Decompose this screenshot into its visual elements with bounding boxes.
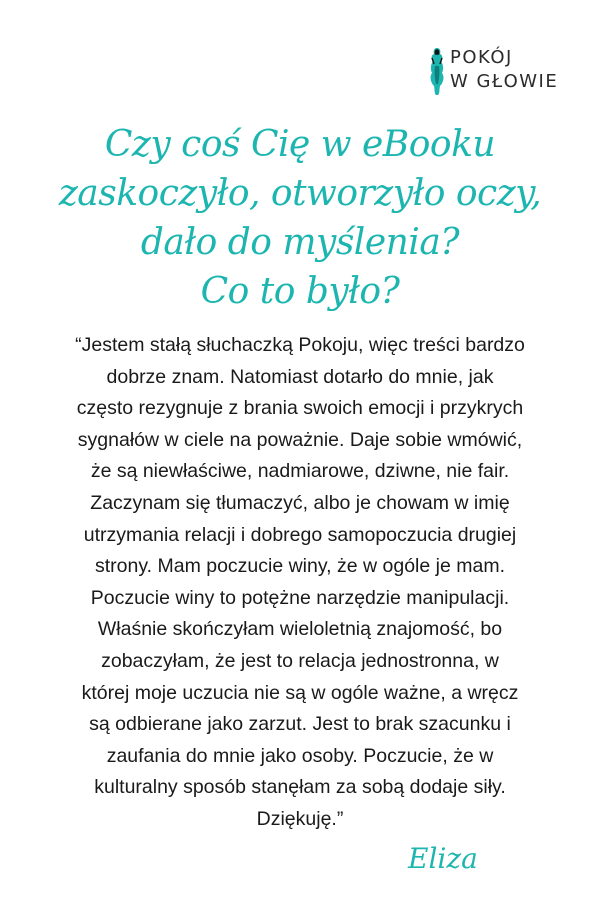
quote-line: kulturalny sposób stanęłam za sobą dodaje siły. (94, 776, 506, 799)
quote-line: strony. Mam poczucie winy, że w ogóle je mam. (94, 555, 505, 578)
headline-question (0, 120, 600, 316)
brand-logo (426, 46, 576, 98)
quote-line: sygnałów w ciele na poważnie. Daje sobie wmówić, (77, 428, 523, 451)
quote-line: Zaczynam się tłumaczyć, albo je chowam w imię (90, 491, 510, 514)
quote-line: są odbierane jako zarzut. Jest to brak szacunku i (89, 713, 511, 736)
headline-line: Co to było? (200, 271, 400, 312)
headline-line: dało do myślenia? (140, 222, 460, 263)
quote-line: “Jestem stałą słuchaczką Pokoju, więc treści bardzo (75, 334, 525, 356)
quote-line: której moje uczucia nie są w ogóle ważne, a wręcz (81, 681, 519, 704)
headline-line: Czy coś Cię w eBooku (104, 124, 496, 165)
quote-line: Właśnie skończyłam wieloletnią znajomość, bo (97, 618, 503, 641)
brand-name-line1: POKÓJ (450, 47, 513, 68)
brand-name (450, 46, 558, 94)
testimonial-author: Eliza (408, 842, 478, 875)
quote-line: że są niewłaściwe, nadmiarowe, dziwne, nie fair. (90, 460, 510, 483)
quote-line: często rezygnuje z brania swoich emocji i przykrych (76, 397, 524, 420)
woman-silhouette-icon (426, 46, 448, 96)
quote-line: dobrze znam. Natomiast dotarło do mnie, jak (106, 365, 494, 388)
quote-line: utrzymania relacji i dobrego samopoczucia drugiej (83, 523, 517, 546)
quote-line: zobaczyłam, że jest to relacja jednostronna, w (101, 649, 499, 672)
quote-line: Dziękuję.” (256, 807, 344, 830)
quote-line: Poczucie winy to potężne narzędzie manipulacji. (90, 586, 510, 609)
brand-name-line2: W GŁOWIE (450, 71, 559, 92)
quote-line: zaufania do mnie jako osoby. Poczucie, że w (106, 744, 494, 767)
testimonial-quote (30, 330, 570, 836)
headline-line: zaskoczyło, otworzyło oczy, (58, 173, 542, 214)
